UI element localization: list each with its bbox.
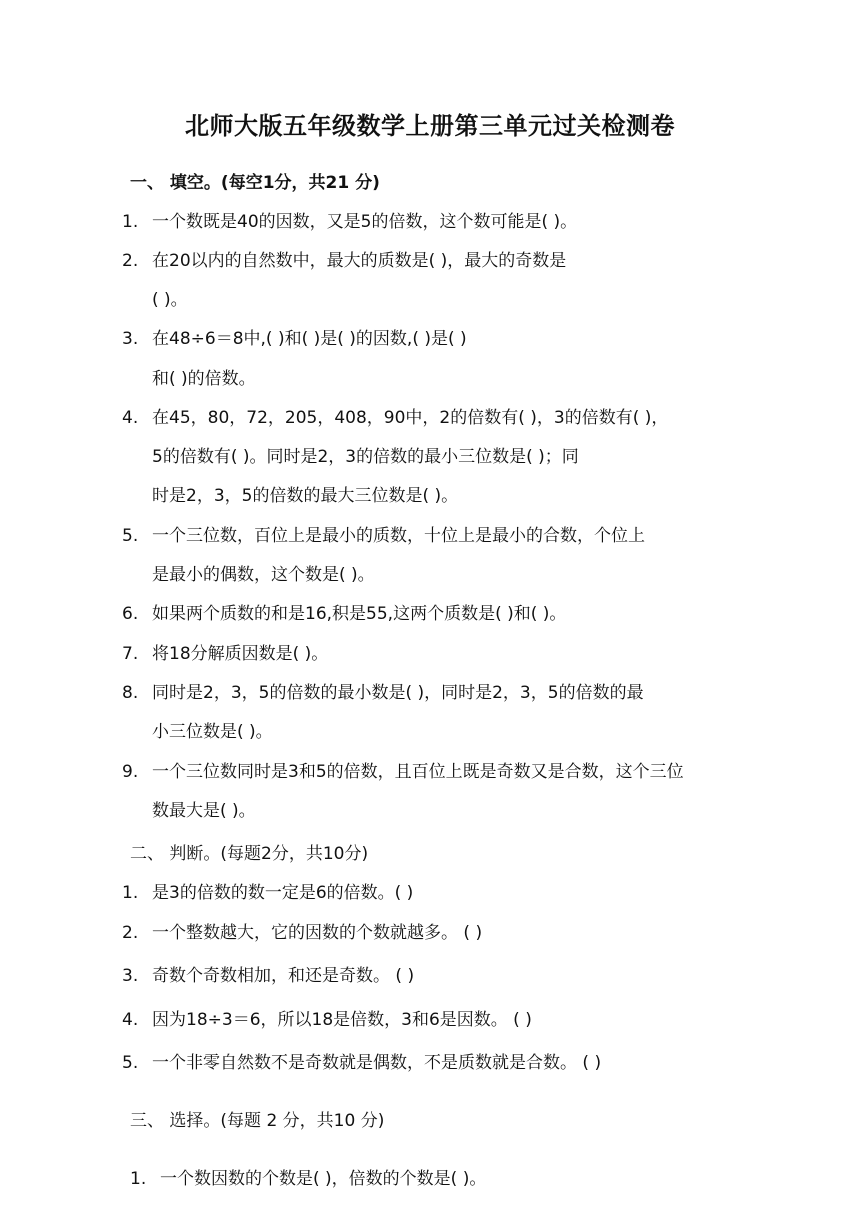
question-number: 6. [122, 604, 139, 624]
question-number: 1. [130, 1169, 147, 1189]
question-text: 5的倍数有( )。同时是2，3的倍数的最小三位数是( )；同 [152, 447, 579, 467]
section-2-heading: 二、 判断。(每题2分，共10分) [130, 844, 369, 864]
question-number: 8. [122, 683, 139, 703]
question-number: 1. [122, 212, 139, 232]
judge-text: 一个非零自然数不是奇数就是偶数，不是质数就是合数。 ( ) [152, 1053, 602, 1073]
question-number: 1. [122, 883, 139, 903]
question-number: 2. [122, 923, 139, 943]
question-number: 4. [122, 1010, 139, 1030]
question-text: 小三位数是( )。 [152, 722, 273, 742]
question-text: 同时是2，3，5的倍数的最小数是( )，同时是2，3，5的倍数的最 [152, 683, 644, 703]
question-text: 在20以内的自然数中，最大的质数是( )，最大的奇数是 [152, 251, 567, 271]
section-3-heading: 三、 选择。(每题 2 分，共10 分) [130, 1111, 385, 1131]
question-number: 5. [122, 1053, 139, 1073]
question-number: 5. [122, 526, 139, 546]
question-text: 如果两个质数的和是16,积是55,这两个质数是( )和( )。 [152, 604, 567, 624]
question-number: 9. [122, 762, 139, 782]
section-1-heading: 一、 填空。(每空1分，共21 分) [130, 173, 380, 193]
question-text: 一个三位数同时是3和5的倍数，且百位上既是奇数又是合数，这个三位 [152, 762, 684, 782]
question-text: 在48÷6＝8中,( )和( )是( )的因数,( )是( ) [152, 329, 467, 349]
judge-text: 是3的倍数的数一定是6的倍数。( ) [152, 883, 414, 903]
question-number: 3. [122, 329, 139, 349]
question-text: 一个数既是40的因数，又是5的倍数，这个数可能是( )。 [152, 212, 578, 232]
question-text: 将18分解质因数是( )。 [152, 644, 329, 664]
question-number: 7. [122, 644, 139, 664]
question-text: 数最大是( )。 [152, 801, 256, 821]
question-text: 和( )的倍数。 [152, 369, 256, 389]
question-text: 一个三位数，百位上是最小的质数，十位上是最小的合数，个位上 [152, 526, 645, 546]
page-title: 北师大版五年级数学上册第三单元过关检测卷 [185, 112, 675, 140]
question-text: 是最小的偶数，这个数是( )。 [152, 565, 375, 585]
judge-text: 一个整数越大，它的因数的个数就越多。 ( ) [152, 923, 483, 943]
question-text: 在45，80，72，205，408，90中，2的倍数有( )，3的倍数有( )， [152, 408, 669, 428]
question-number: 4. [122, 408, 139, 428]
question-text: 时是2，3，5的倍数的最大三位数是( )。 [152, 486, 459, 506]
judge-text: 奇数个奇数相加，和还是奇数。 ( ) [152, 966, 415, 986]
question-text: ( )。 [152, 290, 188, 310]
choice-text: 一个数因数的个数是( )，倍数的个数是( )。 [160, 1169, 487, 1189]
question-number: 2. [122, 251, 139, 271]
judge-text: 因为18÷3＝6，所以18是倍数，3和6是因数。 ( ) [152, 1010, 532, 1030]
question-number: 3. [122, 966, 139, 986]
